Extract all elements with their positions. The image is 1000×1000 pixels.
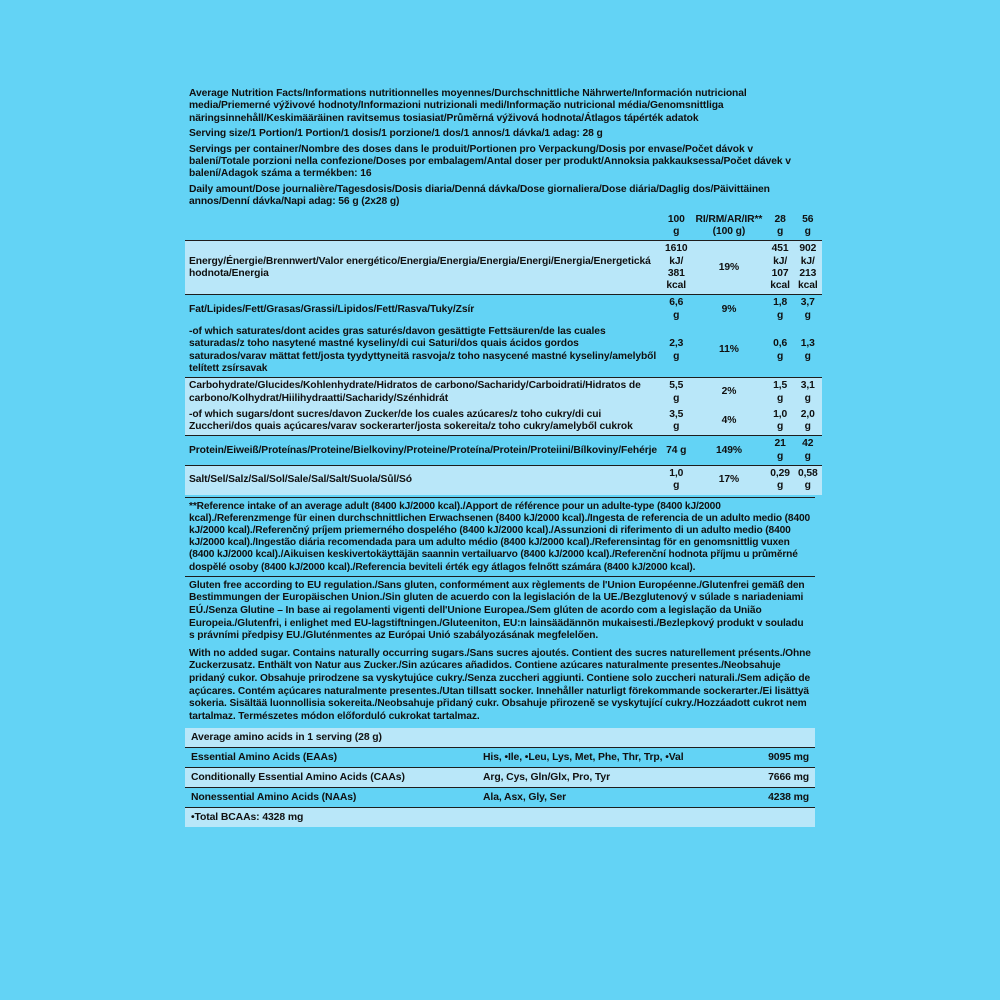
table-header-row [185,212,822,241]
row-name-carbohydrate: Carbohydrate/Glucides/Kohlenhydrate/Hidratos de carbono/Sacharidy/Carboidrati/Hidratos de carbono/Kolhydrat/Hiilihydraatti/Sacharidy/Szénhidrát [185,378,661,407]
table-row [185,748,815,768]
amino-acids-title: Average amino acids in 1 serving (28 g) [191,732,382,744]
row-ri-carbohydrate: 2% [692,378,767,407]
row-56g-fat: 3,7 g [794,295,822,324]
header-nutrient [185,212,661,241]
row-ri-fat: 9% [692,295,767,324]
energy-100g-kcal: 381 kcal [666,267,687,292]
row-name-fat: Fat/Lipides/Fett/Grasas/Grassi/Lipidos/Fett/Rasva/Tuky/Zsír [185,295,661,324]
row-ri-energy: 19% [692,241,767,295]
eaa-list: His, •Ile, •Leu, Lys, Met, Phe, Thr, Trp, •Val [477,748,749,768]
intro-block [185,88,815,209]
table-row [185,466,822,495]
row-name-saturates: -of which saturates/dont acides gras saturés/davon gesättigte Fettsäuren/de las cuales saturadas/z toho nasytené mastné kyseliny/di cui Saturi/dos quais ácidos gordos saturados/varav mättat fett/josta tyydyttyneitä rasvoja/z toho nasycené mastné kyseliny/amelyből telített zsírsavak [189,326,657,374]
no-added-sugar-note: With no added sugar. Contains naturally occurring sugars./Sans sucres ajoutés. Contient des sucres naturellement présents./Ohne Zuckerzusatz. Enthält von Natur aus Zucker./Sin azúcares añadidos. Contiene azúcares naturalmente presentes./Neobsahuje pridaný cukor. Obsahuje prirodzene sa vyskytujúce cukry./Senza zuccheri aggiunti. Contiene solo zuccheri naturali./Sem adição de açúcares. Contém açúcares naturalmente presentes./Utan tillsatt socker. Innehåller naturligt förekommande sockerarter./Ei lisättyä sokeria. Sisältää luonnollisia sokereita./Neobsahuje přidaný cukr. Obsahuje přirozeně se vyskytující cukry./Hozzáadott cukrot nem tartalmaz. Természetes módon előforduló cukrokat tartalmaz. [189,647,811,722]
row-name-protein: Protein/Eiweiß/Proteínas/Proteine/Bielkoviny/Proteine/Proteína/Protein/Proteiini/Bílkoviny/Fehérje [185,436,661,466]
row-28g-energy [766,241,794,295]
row-28g-protein: 21 g [766,436,794,466]
row-56g-salt: 0,58 g [794,466,822,495]
daily-amount-text: Daily amount/Dose journalière/Tagesdosis/Dosis diaria/Denná dávka/Dose giornaliera/Dose diária/Daglig dos/Päivittäinen annos/Denní dávka/Napi adag: 56 g (2x28 g) [189,183,770,208]
average-nutrition-facts-heading: Average Nutrition Facts/Informations nutritionnelles moyennes/Durchschnittliche Nährwerte/Información nutricional media/Priemerné výživové hodnoty/Informazioni nutrizionali medi/Informação nutricional média/Genomsnittliga näringsinnehåll/Keskimääräinen ravitsemus tosiasiat/Průměrná výživová hodnota/Átlagos tápérték adatok [189,88,747,124]
row-name-sugars: -of which sugars/dont sucres/davon Zucker/de los cuales azúcares/z toho cukry/di cui Zuccheri/dos quais açúcares/varav sockerarter/josta sokereita/z toho cukry/amelyből cukrok [189,408,633,433]
energy-56g-kcal: 213 kcal [797,267,818,292]
naa-list: Ala, Asx, Gly, Ser [477,788,749,808]
row-28g-sugars: 1,0 g [773,408,788,433]
row-56g-energy [794,241,822,295]
row-56g-carbohydrate: 3,1 g [794,378,822,407]
row-ri-sugars: 4% [721,414,737,426]
row-name-salt: Salt/Sel/Salz/Sal/Sol/Sale/Sal/Salt/Suola/Sůl/Só [185,466,661,495]
row-56g-protein: 42 g [794,436,822,466]
gluten-free-note: Gluten free according to EU regulation./Sans gluten, conformément aux règlements de l'Union Européenne./Glutenfrei gemäß den Bestimmungen der Europäischen Union./Sin gluten de acuerdo con la legislación de la UE./Bezglutenový v súlade s nariadeniami EÚ./Senza Glutine – In base ai regolamenti vigenti dell'Unione Europea./Sem glúten de acordo com a legislação da União Europeia./Glutenfri, i enlighet med EU-lagstiftningen./Gluteeniton, EU:n lainsäädännön mukaisesti./Bezlepkový produkt v souladu s právními předpisy EU./Gluténmentes az Európai Unió szabályozásának megfelelően. [189,579,805,642]
header-reference-intake [692,212,767,241]
reference-intake-note: **Reference intake of an average adult (8400 kJ/2000 kcal)./Apport de référence pour un adulte-type (8400 kJ/2000 kcal)./Referenzmenge für einen durchschnittlichen Erwachsenen (8400 kJ/2000 kcal)./Ingesta de referencia de un adulto medio (8400 kJ/2000 kcal)./Referenčný príjem priemerného dospelého (8400 kJ/2000 kcal)./Assunzioni di riferimento di un adulto medio (8400 kJ/2000 kcal)./Ingestão diária recomendada para um adulto médio (8400 kJ/2000 kcal)./Referensintag för en genomsnittlig vuxen (8400 kJ/2000 kcal)./Aikuisen keskivertokäyttäjän saannin vertailuarvo (8400 kJ/2000 kcal)./Referenční hodnota příjmu u průměrné dospělé osoby (8400 kJ/2000 kcal)./Referencia beviteli érték egy átlagos felnőtt számára (8400 kJ/2000 kcal). [189,500,810,573]
row-100g-fat: 6,6 g [661,295,692,324]
row-100g-protein: 74 g [661,436,692,466]
row-name-energy: Energy/Énergie/Brennwert/Valor energético/Energia/Energia/Energia/Energi/Energia/Energetická hodnota/Energia [185,241,661,295]
energy-28g-kcal: 107 kcal [770,267,790,292]
row-ri-saturates: 11% [719,344,739,356]
energy-28g-kj: 451 kJ/ [771,243,789,267]
row-28g-saturates: 0,6 g [773,338,788,362]
eaa-value: 9095 mg [749,748,815,768]
header-28g: 28 g [774,213,786,237]
header-ri-line1: RI/RM/AR/IR** [695,213,763,225]
header-56g: 56 g [802,213,814,237]
row-56g-sugars: 2,0 g [800,408,815,433]
row-100g-sugars: 3,5 g [669,408,684,433]
naa-value: 4238 mg [749,788,815,808]
row-28g-fat: 1,8 g [766,295,794,324]
header-100g: 100 g [667,213,685,237]
table-row [185,407,822,436]
energy-100g-kj: 1610 kJ/ [665,243,688,267]
table-row [185,768,815,788]
amino-acids-title-row [185,728,815,748]
caa-value: 7666 mg [749,768,815,788]
caa-list: Arg, Cys, Gln/Glx, Pro, Tyr [477,768,749,788]
amino-acids-table [185,728,815,827]
table-row [185,324,822,378]
row-100g-carbohydrate: 5,5 g [661,378,692,407]
row-100g-salt: 1,0 g [661,466,692,495]
total-bcaa-row [185,808,815,828]
nutrition-label [185,88,818,827]
total-bcaa-value: •Total BCAAs: 4328 mg [185,808,815,828]
row-28g-carbohydrate: 1,5 g [766,378,794,407]
table-row [185,295,822,324]
energy-56g-kj: 902 kJ/ [799,243,817,267]
header-ri-line2: (100 g) [712,225,746,237]
servings-per-container-text: Servings per container/Nombre des doses dans le produit/Portionen pro Verpackung/Dosis por envase/Počet dávok v balení/Totale porzioni nella confezione/Doses por embalagem/Antal doser per produkt/Annoksia pakkauksessa/Počet dávek v balení/Adagok száma a termékben: 16 [189,143,791,180]
eaa-label: Essential Amino Acids (EAAs) [185,748,477,768]
row-100g-energy [661,241,692,295]
caa-label: Conditionally Essential Amino Acids (CAAs) [185,768,477,788]
table-row [185,788,815,808]
naa-label: Nonessential Amino Acids (NAAs) [185,788,477,808]
table-row [185,378,822,407]
row-100g-saturates: 2,3 g [669,338,684,362]
nutrition-table [185,212,822,495]
serving-size-text: Serving size/1 Portion/1 Portion/1 dosis/1 porzione/1 dos/1 annos/1 dávka/1 adag: 28 g [189,128,603,140]
row-28g-salt: 0,29 g [766,466,794,495]
table-row [185,241,822,295]
row-ri-salt: 17% [692,466,767,495]
table-row [185,436,822,466]
row-56g-saturates: 1,3 g [800,338,815,362]
row-ri-protein: 149% [692,436,767,466]
